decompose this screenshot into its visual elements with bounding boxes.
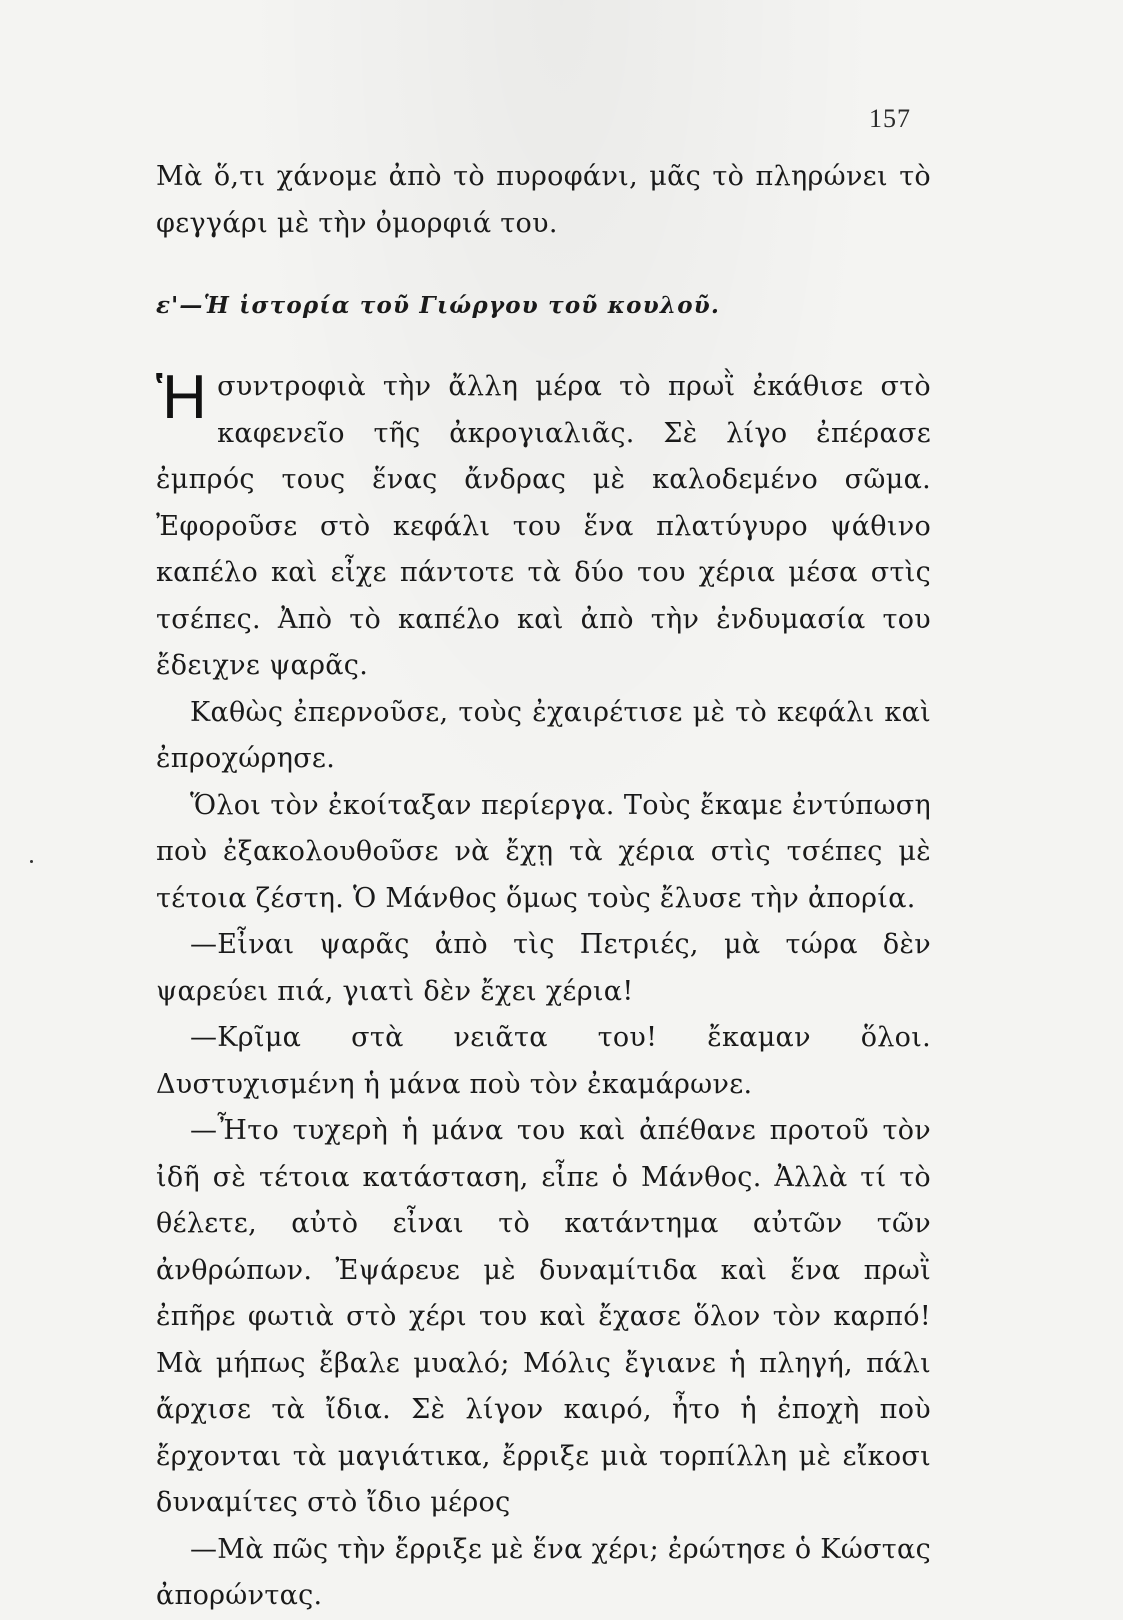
opening-paragraph: [156, 154, 931, 247]
section-heading: ε'—Ἡ ἱστορία τοῦ Γιώργου τοῦ κουλοῦ.: [156, 292, 721, 319]
opening-text: Μὰ ὅ,τι χάνομε ἀπὸ τὸ πυροφάνι, μᾶς τὸ πληρώνει τὸ φεγγάρι μὲ τὴν ὀμορφιά του.: [156, 161, 931, 239]
dialogue-line-4: —Μὰ πῶς τὴν ἔρριξε μὲ ἕνα χέρι; ἐρώτησε ὁ Κώστας ἀπορώντας.: [156, 1533, 931, 1611]
dialogue-line-2: —Κρῖμα στὰ νειᾶτα του! ἔκαμαν ὅλοι. Δυστυχισμένη ἡ μάνα ποὺ τὸν ἐκαμάρωνε.: [156, 1022, 931, 1100]
story-paragraph-3: Ὅλοι τὸν ἐκοίταξαν περίεργα. Τοὺς ἔκαμε ἐντύπωση ποὺ ἐξακολουθοῦσε νὰ ἔχῃ τὰ χέρια στὶς τσέπες μὲ τέτοια ζέστη. Ὁ Μάνθος ὅμως τοὺς ἔλυσε τὴν ἀπορία.: [156, 789, 931, 914]
scan-speck: [30, 860, 33, 863]
dialogue-line-3: —Ἦτο τυχερὴ ἡ μάνα του καὶ ἀπέθανε προτοῦ τὸν ἰδῆ σὲ τέτοια κατάσταση, εἶπε ὁ Μάνθος. Ἀλλὰ τί τὸ θέλετε, αὐτὸ εἶναι τὸ κατάντημα αὐτῶν τῶν ἀνθρώπων. Ἐψάρευε μὲ δυναμίτιδα καὶ ἕνα πρωῒ ἐπῆρε φωτιὰ στὸ χέρι του καὶ ἔχασε ὅλον τὸν καρπό! Μὰ μήπως ἔβαλε μυαλό; Μόλις ἔγιανε ἡ πληγή, πάλι ἄρχισε τὰ ἴδια. Σὲ λίγον καιρό, ἦτο ἡ ἐποχὴ ποὺ ἔρχονται τὰ μαγιάτικα, ἔρριξε μιὰ τορπίλλη μὲ εἴκοσι δυναμίτες στὸ ἴδιο μέρος: [156, 1115, 931, 1518]
story-paragraph-1: [156, 364, 931, 690]
page-number: 157: [869, 104, 911, 133]
dialogue-line-1: —Εἶναι ψαρᾶς ἀπὸ τὶς Πετριές, μὰ τώρα δὲν ψαρεύει πιά, γιατὶ δὲν ἔχει χέρια!: [156, 929, 931, 1007]
drop-cap: Ἡ: [156, 363, 208, 432]
story-paragraph-1-text: συντροφιὰ τὴν ἄλλη μέρα τὸ πρωῒ ἐκάθισε στὸ καφενεῖο τῆς ἀκρογιαλιᾶς. Σὲ λίγο ἐπέρασε ἐμπρός τους ἕνας ἄνδρας μὲ καλοδεμένο σῶμα. Ἐφοροῦσε στὸ κεφάλι του ἕνα πλατύγυρο ψάθινο καπέλο καὶ εἶχε πάντοτε τὰ δύο του χέρια μέσα στὶς τσέπες. Ἀπὸ τὸ καπέλο καὶ ἀπὸ τὴν ἐνδυμασία του ἔδειχνε ψαρᾶς.: [156, 371, 931, 681]
story-paragraph-2: Καθὼς ἐπερνοῦσε, τοὺς ἐχαιρέτισε μὲ τὸ κεφάλι καὶ ἐπροχώρησε.: [156, 696, 931, 774]
story-body: [156, 364, 931, 1620]
